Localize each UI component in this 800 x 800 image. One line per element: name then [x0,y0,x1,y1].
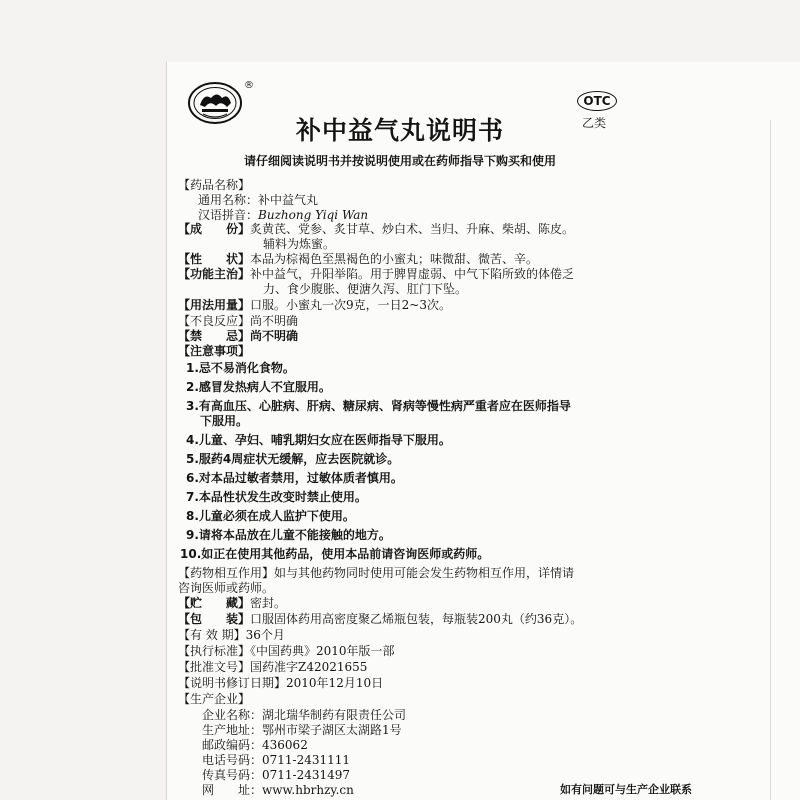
precaution-item: 10.如正在使用其他药品，使用本品前请咨询医师或药师。 [180,547,490,561]
pinyin-label: 汉语拼音： [198,208,259,222]
precaution-item: 3.有高血压、心脏病、肝病、糖尿病、肾病等慢性病严重者应在医师指导 [186,399,571,413]
contact-footer: 如有问题可与生产企业联系 [560,783,692,796]
precaution-item: 2.感冒发热病人不宜服用。 [186,380,331,394]
precaution-item: 4.儿童、孕妇、哺乳期妇女应在医师指导下服用。 [186,433,451,447]
indications-row-2 [263,282,467,297]
indications-value: 补中益气，升阳举陷。用于脾胃虚弱、中气下陷所致的体倦乏 [250,267,575,281]
website-value: www.hbrhzy.cn [262,783,354,797]
otc-badge: OTC [577,91,617,111]
validity-label: 【有 效 期】 [178,628,246,642]
revision-value: 2010年12月10日 [286,676,384,690]
common-name-label: 通用名称： [198,193,259,207]
postcode-label: 邮政编码： [202,738,263,752]
precaution-item: 6.对本品过敏者禁用，过敏体质者慎用。 [186,471,403,485]
indications-label: 【功能主治】 [178,267,251,281]
storage-value: 密封。 [250,596,287,610]
storage-row [178,596,286,611]
adverse-row [178,314,298,329]
interactions-row [178,566,574,581]
interactions-row-2 [178,581,274,596]
precautions-label: 【注意事项】 [178,344,251,358]
fax-value: 0711-2431497 [262,768,351,782]
interactions-value-2: 咨询医师或药师。 [178,581,275,595]
dosage-label: 【用法用量】 [178,298,251,312]
composition-label: 【成 份】 [178,222,251,236]
paper-fold-line [770,120,771,800]
dosage-row [178,298,451,313]
contraindications-row [178,329,298,344]
registered-mark: ® [244,80,254,91]
appearance-row [178,252,538,267]
company-name-row [202,708,406,723]
interactions-value: 如与其他药物同时使用可能会发生药物相互作用，详情请 [274,566,575,580]
fax-row [202,768,350,783]
common-name-value: 补中益气丸 [258,193,319,207]
interactions-label: 【药物相互作用】 [178,566,275,580]
fax-label: 传真号码： [202,768,263,782]
website-label: 网 址： [202,783,263,797]
pinyin-value: Buzhong Yiqi Wan [258,208,369,222]
manufacturer-header [178,692,250,707]
storage-label: 【贮 藏】 [178,596,251,610]
standard-value: 《中国药典》2010年版一部 [250,644,395,658]
approval-row [178,660,367,675]
indications-value-2: 力、食少腹胀、便溏久泻、肛门下坠。 [263,282,468,296]
composition-value: 炙黄芪、党参、炙甘草、炒白术、当归、升麻、柴胡、陈皮。 [250,222,575,236]
appearance-value: 本品为棕褐色至黑褐色的小蜜丸；味微甜、微苦、辛。 [250,252,539,266]
contraindications-label: 【禁 忌】 [178,329,251,343]
adverse-label: 【不良反应】 [178,314,251,328]
company-name-value: 湖北瑞华制药有限责任公司 [262,708,407,722]
phone-label: 电话号码： [202,753,263,767]
postcode-value: 436062 [262,738,308,752]
drug-name-header: 【药品名称】 [178,178,251,192]
precaution-item: 1.忌不易消化食物。 [186,361,295,375]
precaution-item: 7.本品性状发生改变时禁止使用。 [186,490,367,504]
precaution-item: 5.服药4周症状无缓解，应去医院就诊。 [186,452,400,466]
composition-value-2: 辅料为炼蜜。 [263,237,336,251]
otc-class-label: 乙类 [582,116,607,130]
approval-value: 国药准字Z42021655 [250,660,368,674]
pinyin-row [198,208,368,223]
composition-row-2 [263,237,335,252]
precaution-item: 9.请将本品放在儿童不能接触的地方。 [186,528,391,542]
indications-row [178,267,574,282]
contraindications-value: 尚不明确 [250,329,299,343]
website-row [202,783,354,797]
address-row [202,723,402,738]
composition-row [178,222,574,237]
validity-value: 36个月 [245,628,285,642]
standard-row [178,644,395,659]
standard-label: 【执行标准】 [178,644,251,658]
revision-row [178,676,383,691]
precaution-item: 8.儿童必须在成人监护下使用。 [186,509,355,523]
dosage-value: 口服。小蜜丸一次9克，一日2~3次。 [250,298,451,312]
approval-label: 【批准文号】 [178,660,251,674]
package-value: 口服固体药用高密度聚乙烯瓶包装，每瓶装200丸（约36克）。 [250,612,583,626]
postcode-row [202,738,308,753]
document-title: 补中益气丸说明书 [295,116,504,145]
adverse-value: 尚不明确 [250,314,299,328]
precautions-header [178,344,250,359]
precaution-item-continued: 下服用。 [200,414,249,428]
package-row [178,612,582,627]
validity-row [178,628,285,643]
company-name-label: 企业名称： [202,708,263,722]
revision-label: 【说明书修订日期】 [178,676,287,690]
section-drug-name [178,178,250,193]
address-value: 鄂州市梁子湖区太湖路1号 [262,723,402,737]
package-label: 【包 装】 [178,612,251,626]
phone-row [202,753,350,768]
usage-warning: 请仔细阅读说明书并按说明使用或在药师指导下购买和使用 [243,154,556,168]
address-label: 生产地址： [202,723,263,737]
common-name-row [198,193,318,208]
manufacturer-label: 【生产企业】 [178,692,251,706]
phone-value: 0711-2431111 [262,753,351,767]
appearance-label: 【性 状】 [178,252,251,266]
